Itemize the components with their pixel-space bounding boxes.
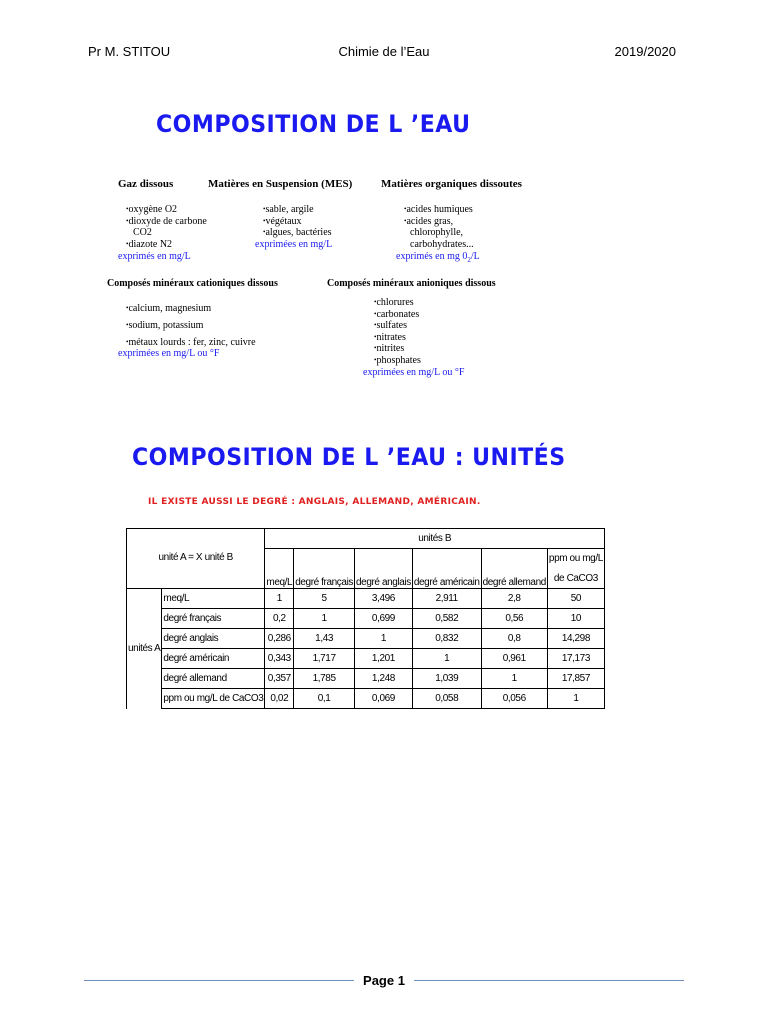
table-cell: 0,02: [265, 689, 294, 709]
category-matieres-organiques: Matières organiques dissoutes: [381, 178, 522, 190]
table-cell: 0,961: [481, 649, 547, 669]
table-cell: 0,286: [265, 629, 294, 649]
list-item: CO2: [133, 227, 152, 238]
table-cell: 1,039: [412, 669, 481, 689]
list-item: chlorophylle,: [410, 227, 464, 238]
list-item: • chlorures: [374, 297, 421, 309]
table-cell: 0,343: [265, 649, 294, 669]
table-cell: 2,8: [481, 589, 547, 609]
table-row: [127, 609, 605, 629]
list-item: • acides gras,: [404, 216, 474, 228]
table-cell: 1,43: [294, 629, 355, 649]
table-cell: 0,056: [481, 689, 547, 709]
table-cell: 1: [547, 689, 604, 709]
unit-gaz: exprimés en mg/L: [118, 251, 191, 262]
list-item: carbohydrates...: [410, 238, 474, 250]
table-cell: 0,357: [265, 669, 294, 689]
table-cell: 1,201: [355, 649, 413, 669]
list-item: • métaux lourds : fer, zinc, cuivre: [126, 334, 256, 351]
table-cell: 0,56: [481, 609, 547, 629]
table-cell: 0,582: [412, 609, 481, 629]
list-matieres-organiques: [404, 204, 474, 250]
col-header: degré américain: [412, 549, 481, 589]
header-year: 2019/2020: [614, 44, 676, 59]
section-title-unites: COMPOSITION DE L ’EAU : UNITÉS: [132, 443, 566, 471]
table-cell: 14,298: [547, 629, 604, 649]
table-cell: 1: [355, 629, 413, 649]
col-header: meq/L: [265, 549, 294, 589]
table-cell: 5: [294, 589, 355, 609]
table-cell: 0,8: [481, 629, 547, 649]
list-mes: [263, 204, 332, 239]
list-item: • sable, argile: [263, 204, 332, 216]
table-cell: 1,785: [294, 669, 355, 689]
table-cell: 0,832: [412, 629, 481, 649]
table-cell: 17,857: [547, 669, 604, 689]
table-corner-label: unité A = X unité B: [127, 529, 265, 589]
col-header: degré anglais: [355, 549, 413, 589]
row-label: meq/L: [162, 589, 265, 609]
table-cell: 2,911: [412, 589, 481, 609]
table-cell: 1: [294, 609, 355, 629]
list-item: • diazote N2: [126, 239, 207, 251]
table-row: [127, 669, 605, 689]
row-label: degré anglais: [162, 629, 265, 649]
list-item: • oxygène O2: [126, 204, 207, 216]
category-cationiques: Composés minéraux cationiques dissous: [107, 278, 278, 289]
table-row: [127, 689, 605, 709]
table-cell: 1: [481, 669, 547, 689]
table-cell: 1: [265, 589, 294, 609]
list-item: • nitrites: [374, 343, 421, 355]
row-label: degré français: [162, 609, 265, 629]
list-item: • algues, bactéries: [263, 227, 332, 239]
list-item: • acides humiques: [404, 204, 474, 216]
subtitle-degres: IL EXISTE AUSSI LE DEGRÉ : ANGLAIS, ALLEMAND, AMÉRICAIN.: [148, 497, 481, 507]
table-row: [127, 589, 605, 609]
table-cell: 1: [412, 649, 481, 669]
table-cell: 50: [547, 589, 604, 609]
table-cell: 3,496: [355, 589, 413, 609]
col-header-ppm-bottom: de CaCO3: [547, 569, 604, 589]
table-cell: 1,248: [355, 669, 413, 689]
col-header: degré allemand: [481, 549, 547, 589]
table-cell: 1,717: [294, 649, 355, 669]
table-row: [127, 649, 605, 669]
unit-mes: exprimées en mg/L: [255, 239, 333, 250]
category-gaz-dissous: Gaz dissous: [118, 178, 174, 190]
list-item: • nitrates: [374, 332, 421, 344]
list-anioniques: [374, 297, 421, 366]
table-cell: 0,069: [355, 689, 413, 709]
list-item: • calcium, magnesium: [126, 300, 256, 317]
table-cell: 0,1: [294, 689, 355, 709]
header-course: Chimie de l’Eau: [338, 44, 430, 59]
category-mes: Matières en Suspension (MES): [208, 178, 353, 190]
table-cell: 0,058: [412, 689, 481, 709]
category-anioniques: Composés minéraux anioniques dissous: [327, 278, 496, 289]
unit-cationiques: exprimées en mg/L ou °F: [118, 348, 220, 359]
list-gaz-dissous: [126, 204, 207, 250]
col-header: degré français: [294, 549, 355, 589]
list-item: • phosphates: [374, 355, 421, 367]
units-conversion-table: [126, 528, 605, 709]
table-units-a-header: unités A: [127, 589, 162, 709]
unit-anioniques: exprimées en mg/L ou °F: [363, 367, 465, 378]
table-cell: 0,699: [355, 609, 413, 629]
row-label: degré allemand: [162, 669, 265, 689]
header-author: Pr M. STITOU: [88, 44, 171, 59]
row-label: degré américain: [162, 649, 265, 669]
table-row: [127, 629, 605, 649]
table-cell: 17,173: [547, 649, 604, 669]
row-label: ppm ou mg/L de CaCO3: [162, 689, 265, 709]
page-number: Page 1: [363, 973, 405, 988]
list-item: • végétaux: [263, 216, 332, 228]
table-units-b-header: unités B: [265, 529, 604, 549]
section-title-composition: COMPOSITION DE L ’EAU: [156, 110, 471, 138]
list-item: • dioxyde de carbone: [126, 216, 207, 228]
unit-organiques: exprimés en mg $0_2/L$: [396, 251, 480, 264]
table-cell: 0,2: [265, 609, 294, 629]
table-cell: 10: [547, 609, 604, 629]
list-cationiques: [126, 300, 256, 351]
col-header-ppm-top: ppm ou mg/L: [547, 549, 604, 569]
list-item: • sulfates: [374, 320, 421, 332]
list-item: • carbonates: [374, 309, 421, 321]
list-item: • sodium, potassium: [126, 317, 256, 334]
